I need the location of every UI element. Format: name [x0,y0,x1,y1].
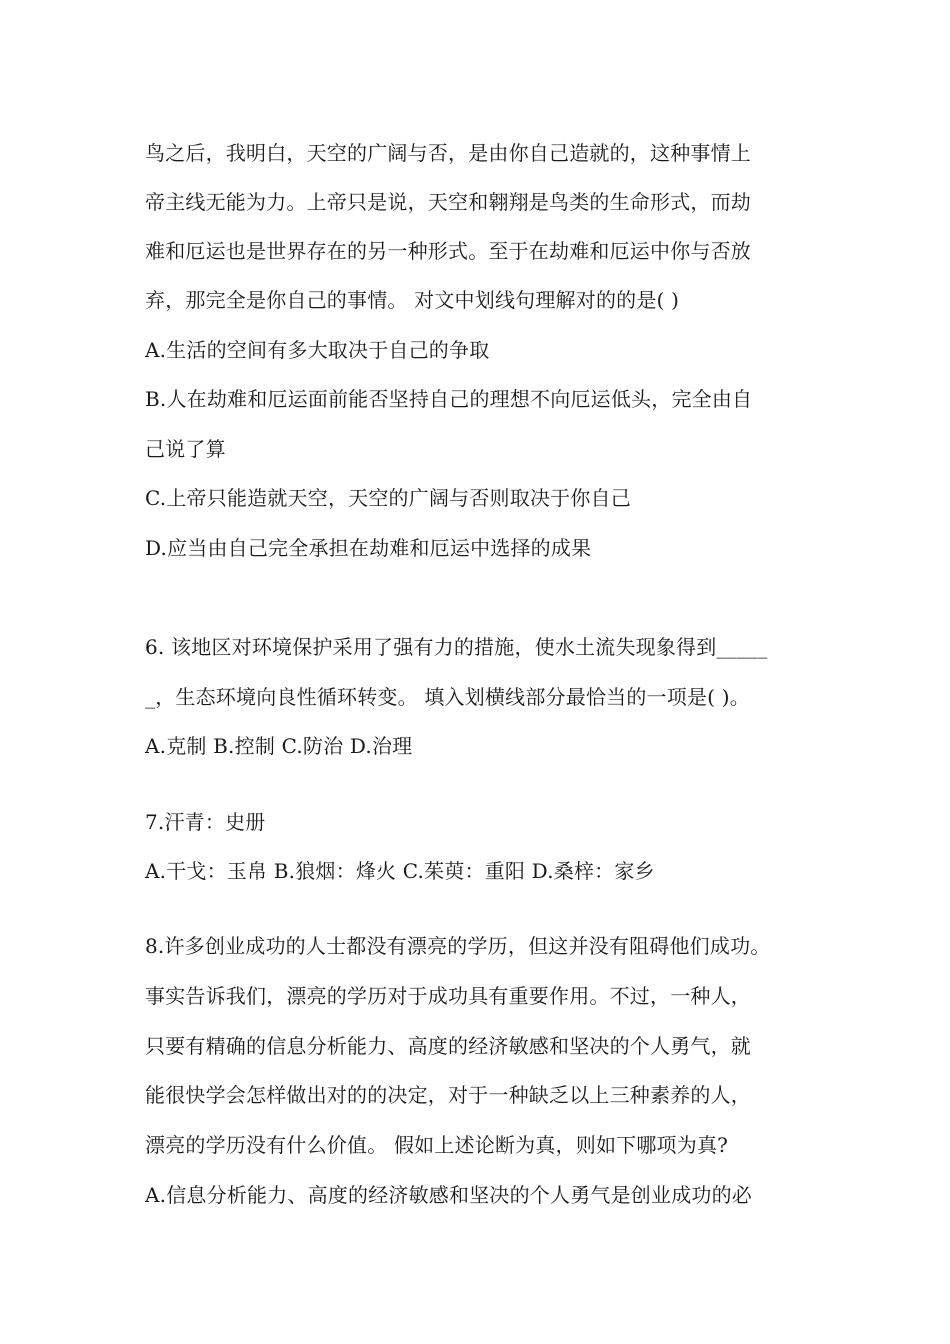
q5-passage-line-3: 难和厄运也是世界存在的另一种形式。至于在劫难和厄运中你与否放 [145,239,751,263]
q5-passage-line-1: 鸟之后，我明白，天空的广阔与否，是由你自己造就的，这种事情上 [145,141,751,165]
q8-option-a: A.信息分析能力、高度的经济敏感和坚决的个人勇气是创业成功的必 [145,1183,753,1207]
q8-stem-line-3: 只要有精确的信息分析能力、高度的经济敏感和坚决的个人勇气，就 [145,1034,751,1058]
q6-stem-line-1: 6. 该地区对环境保护采用了强有力的措施，使水土流失现象得到_____ [145,635,768,659]
q8-stem-line-1: 8.许多创业成功的人士都没有漂亮的学历，但这并没有阻碍他们成功。 [145,934,771,958]
q7-stem: 7.汗青：史册 [145,810,266,834]
q5-option-b: B.人在劫难和厄运面前能否坚持自己的理想不向厄运低头，完全由自 [145,387,753,411]
q5-option-a: A.生活的空间有多大取决于自己的争取 [145,338,490,362]
q6-stem-line-2: _，生态环境向良性循环转变。 填入划横线部分最恰当的一项是( )。 [145,685,750,709]
q6-options: A.克制 B.控制 C.防治 D.治理 [145,734,413,758]
q5-option-c: C.上帝只能造就天空，天空的广阔与否则取决于你自己 [145,486,631,510]
q5-passage-line-4: 弃，那完全是你自己的事情。 对文中划线句理解对的的是( ) [145,288,680,312]
q8-stem-line-5: 漂亮的学历没有什么价值。 假如上述论断为真，则如下哪项为真? [145,1133,729,1157]
q5-passage-line-2: 帝主线无能为力。上帝只是说，天空和翱翔是鸟类的生命形式，而劫 [145,190,751,214]
q8-stem-line-2: 事实告诉我们，漂亮的学历对于成功具有重要作用。不过，一种人， [145,984,751,1008]
q8-stem-line-4: 能很快学会怎样做出对的的决定，对于一种缺乏以上三种素养的人， [145,1083,751,1107]
q7-options: A.干戈：玉帛 B.狼烟：烽火 C.茱萸：重阳 D.桑梓：家乡 [145,859,655,883]
q5-option-b-cont: 己说了算 [145,437,226,461]
q5-option-d: D.应当由自己完全承担在劫难和厄运中选择的成果 [145,536,592,560]
